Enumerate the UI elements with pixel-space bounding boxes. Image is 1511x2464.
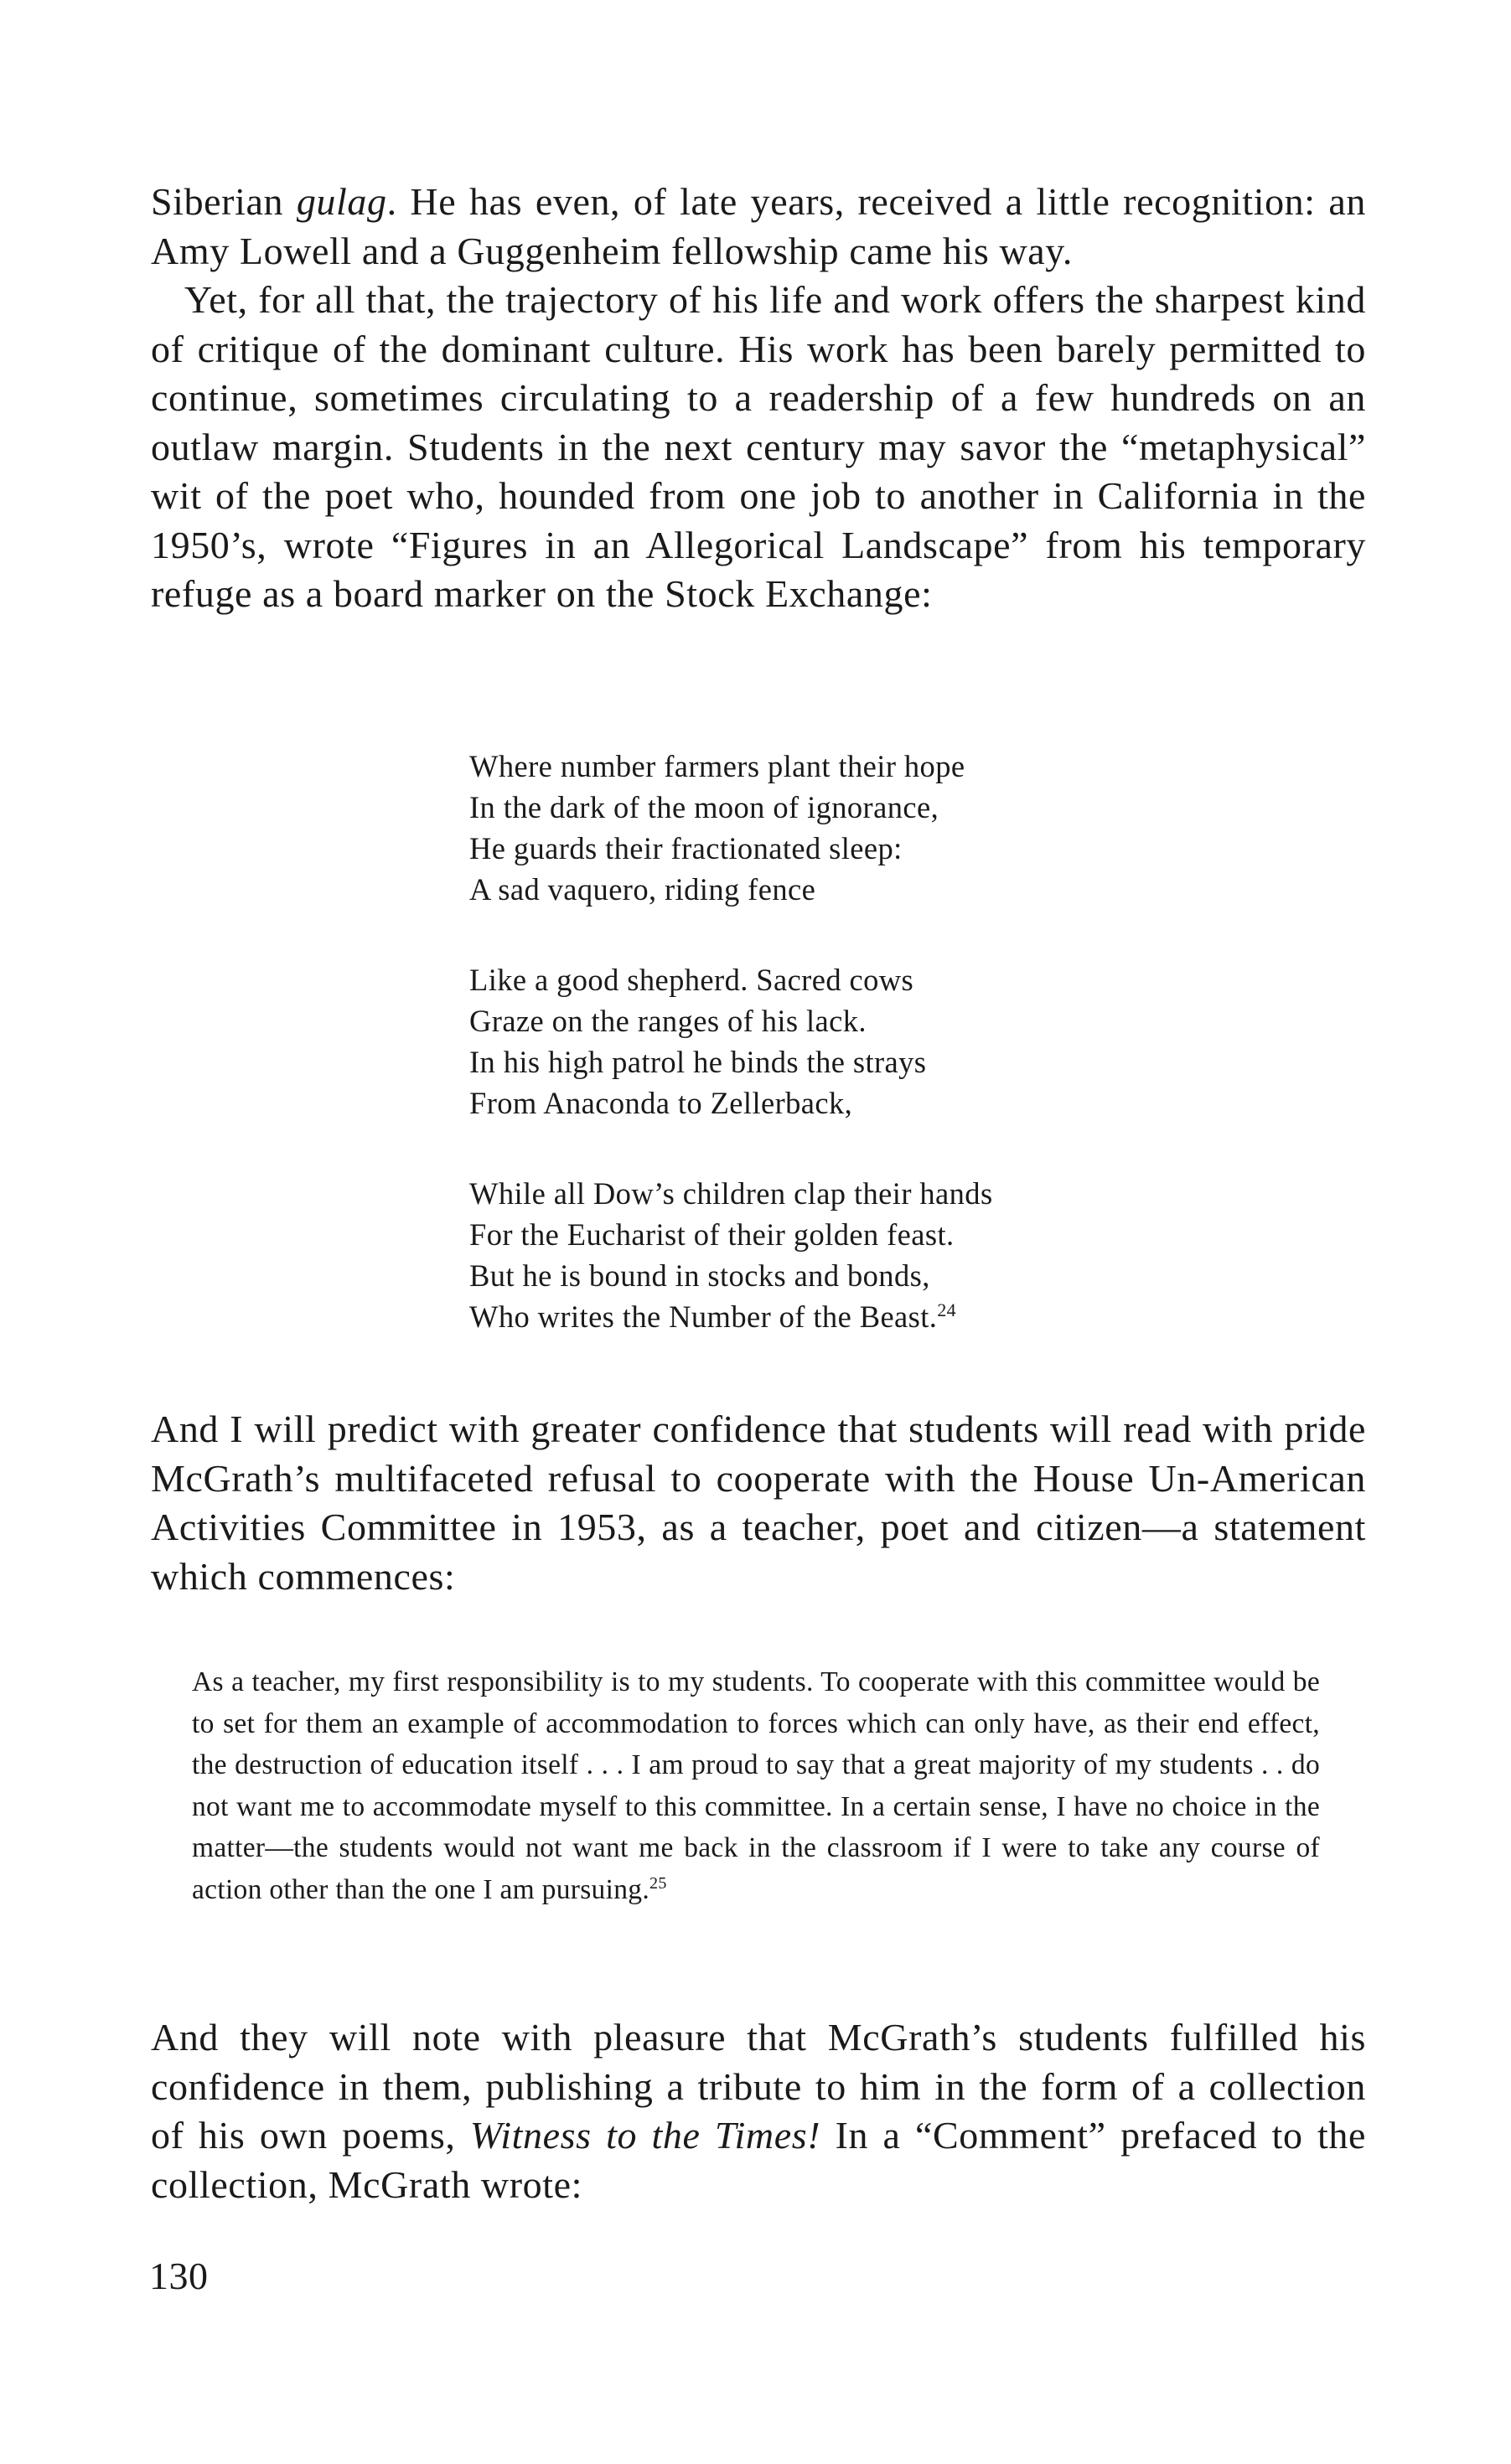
poem-line: In the dark of the moon of ignorance, <box>469 790 939 824</box>
paragraph-prediction: And I will predict with greater confidence that students will read with pride McGrath’s multifaceted refusal to cooperate with the House Un-American Activities Committee in 1953, as a teacher, poet and citizen—a statement which commences: <box>151 1408 1366 1598</box>
paragraph-continuation: Siberian gulag. He has even, of late years, received a little recognition: an Amy Lowell and a Guggenheim fellowship came his way. <box>151 180 1366 272</box>
poem-line: He guards their fractionated sleep: <box>469 831 903 865</box>
poem-stanza-1 <box>469 746 1224 910</box>
block-quote: As a teacher, my first responsibility is to my students. To cooperate with this committee would be to set for them an example of accommodation to forces which can only have, as their end effect, the destruction of education itself . . . I am proud to say that a great majority of my students . . do not want me to accommodate myself to this committee. In a certain sense, I have no choice in the matter—the students would not want me back in the classroom if I were to take any course of action other than the one I am pursuing.$^{25}$ <box>192 1666 1320 1905</box>
poem-line: Graze on the ranges of his lack. <box>469 1004 867 1038</box>
poem-line: Who writes the Number of the Beast.$^{24}$ <box>469 1299 957 1334</box>
footnote-marker-24: 24 <box>937 1299 957 1320</box>
poem-stanza-2 <box>469 959 1224 1124</box>
page-number: 130 <box>149 2255 209 2297</box>
poem-line: For the Eucharist of their golden feast. <box>469 1217 955 1252</box>
poem-line: In his high patrol he binds the strays <box>469 1045 927 1079</box>
poem-line: But he is bound in stocks and bonds, <box>469 1258 930 1293</box>
footnote-marker-25: 25 <box>649 1873 667 1893</box>
poem-stanza-3 <box>469 1173 1224 1337</box>
opening-prose <box>151 178 1366 619</box>
poem-line: A sad vaquero, riding fence <box>469 872 816 907</box>
poem-excerpt <box>469 746 1224 1337</box>
paragraph-tribute: And they will note with pleasure that McGrath’s students fulfilled his confidence in them, publishing a tribute to him in the form of a collection of his own poems, Witness to the Times! In a “Comment” prefaced to the collection, McGrath wrote: <box>151 2016 1366 2206</box>
poem-line: Where number farmers plant their hope <box>469 749 965 783</box>
poem-line: From Anaconda to Zellerback, <box>469 1086 853 1120</box>
poem-line: While all Dow’s children clap their hands <box>469 1176 993 1211</box>
poem-line: Like a good shepherd. Sacred cows <box>469 963 914 997</box>
paragraph-trajectory: Yet, for all that, the trajectory of his life and work offers the sharpest kind of critique of the dominant culture. His work has been barely permitted to continue, sometimes circulating to a readership of a few hundreds on an outlaw margin. Students in the next century may savor the “metaphysical” wit of the poet who, hounded from one job to another in California in the 1950’s, wrote “Figures in an Allegorical Landscape” from his temporary refuge as a board marker on the Stock Exchange: <box>151 278 1366 615</box>
